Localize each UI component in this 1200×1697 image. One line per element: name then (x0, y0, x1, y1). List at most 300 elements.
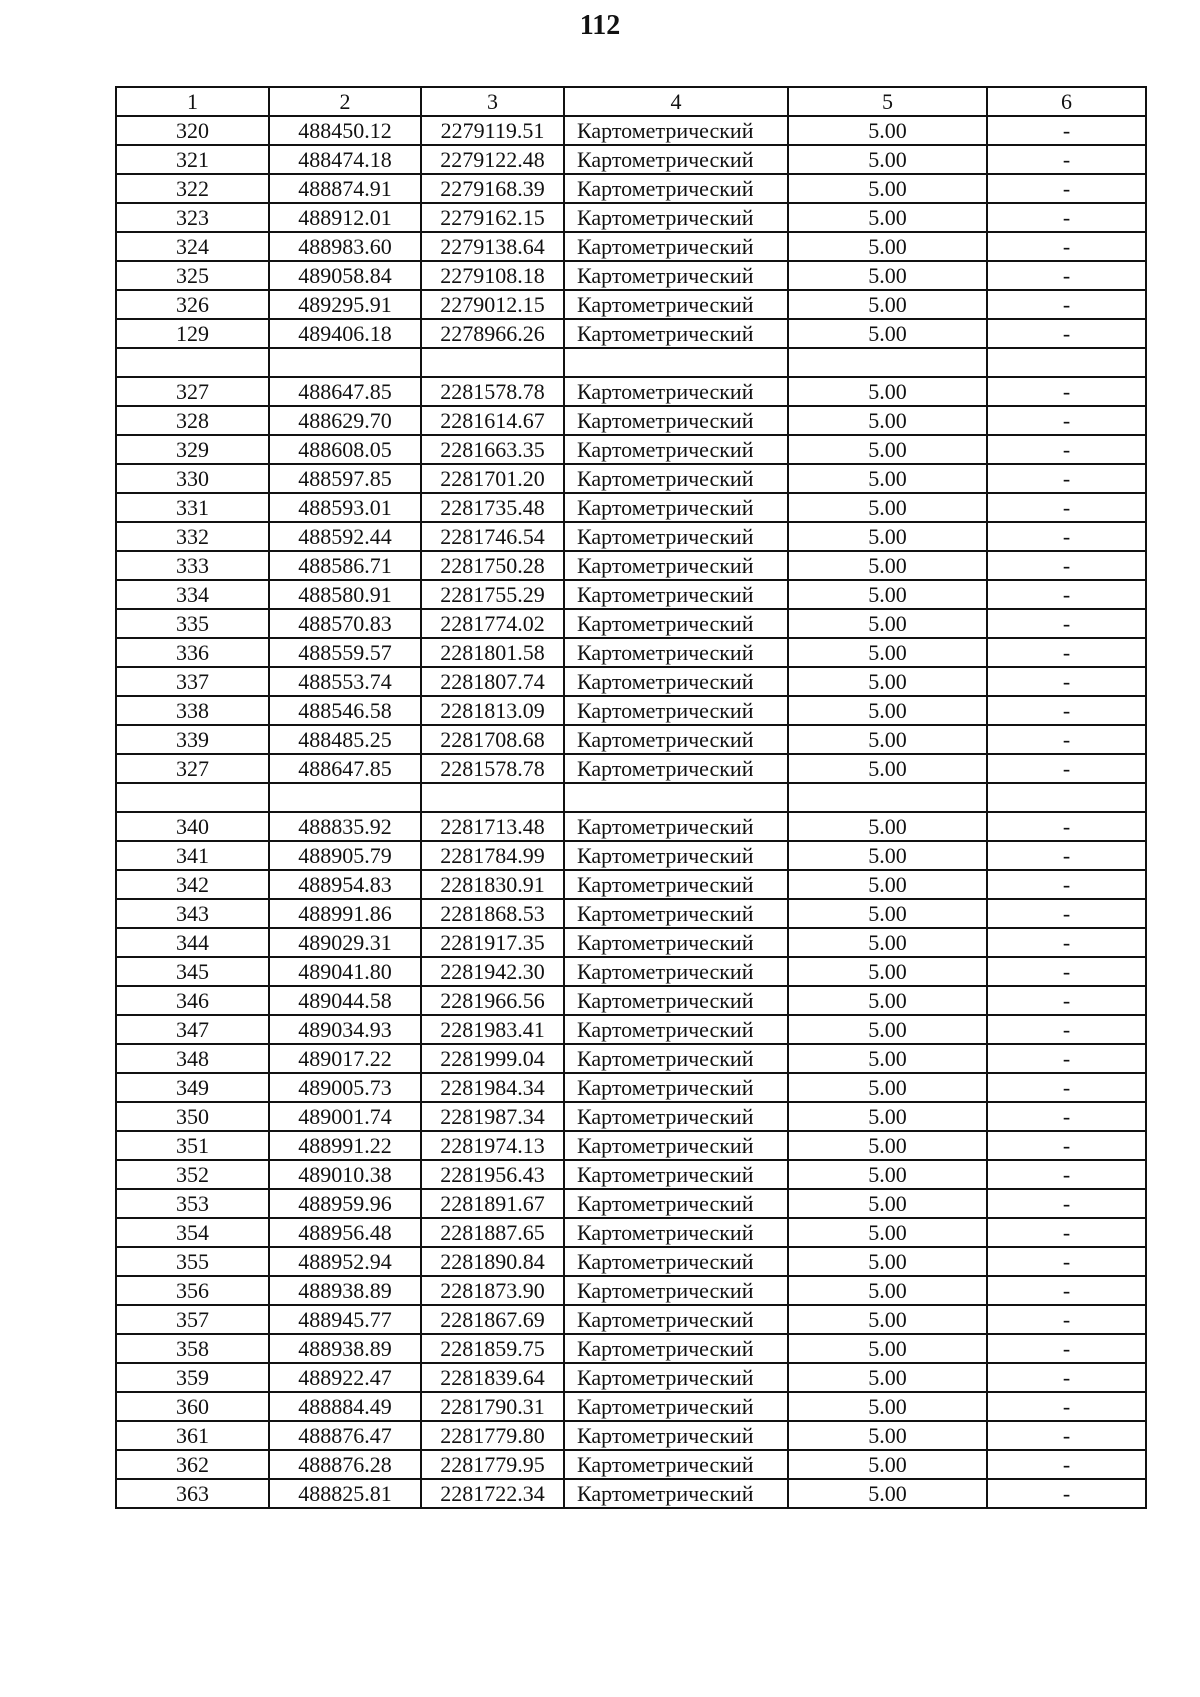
x-coordinate-cell: 488874.91 (269, 174, 421, 203)
accuracy-cell: 5.00 (788, 754, 987, 783)
note-cell: - (987, 986, 1146, 1015)
x-coordinate-cell: 488956.48 (269, 1218, 421, 1247)
table-row (116, 1247, 1146, 1276)
y-coordinate-cell: 2281942.30 (421, 957, 564, 986)
table-row (116, 754, 1146, 783)
accuracy-cell: 5.00 (788, 290, 987, 319)
method-cell: Картометрический (564, 1450, 788, 1479)
x-coordinate-cell: 488629.70 (269, 406, 421, 435)
y-coordinate-cell: 2281873.90 (421, 1276, 564, 1305)
accuracy-cell: 5.00 (788, 1392, 987, 1421)
method-cell: Картометрический (564, 1276, 788, 1305)
note-cell: - (987, 522, 1146, 551)
point-number-cell: 353 (116, 1189, 269, 1218)
x-coordinate-cell: 488938.89 (269, 1334, 421, 1363)
point-number-cell: 346 (116, 986, 269, 1015)
x-coordinate-cell: 488593.01 (269, 493, 421, 522)
accuracy-cell: 5.00 (788, 1247, 987, 1276)
note-cell: - (987, 841, 1146, 870)
method-cell: Картометрический (564, 1073, 788, 1102)
method-cell: Картометрический (564, 116, 788, 145)
y-coordinate-cell: 2281917.35 (421, 928, 564, 957)
accuracy-cell (788, 783, 987, 812)
method-cell: Картометрический (564, 1044, 788, 1073)
point-number-cell: 321 (116, 145, 269, 174)
accuracy-cell: 5.00 (788, 1102, 987, 1131)
x-coordinate-cell: 488597.85 (269, 464, 421, 493)
y-coordinate-cell: 2279168.39 (421, 174, 564, 203)
note-cell: - (987, 1131, 1146, 1160)
x-coordinate-cell: 489010.38 (269, 1160, 421, 1189)
table-row (116, 377, 1146, 406)
table-row (116, 1334, 1146, 1363)
method-cell: Картометрический (564, 696, 788, 725)
table-row (116, 725, 1146, 754)
accuracy-cell: 5.00 (788, 261, 987, 290)
table-row (116, 1131, 1146, 1160)
y-coordinate-cell: 2279012.15 (421, 290, 564, 319)
accuracy-cell: 5.00 (788, 870, 987, 899)
table-row (116, 986, 1146, 1015)
y-coordinate-cell: 2281983.41 (421, 1015, 564, 1044)
method-cell: Картометрический (564, 580, 788, 609)
note-cell: - (987, 1102, 1146, 1131)
note-cell: - (987, 609, 1146, 638)
accuracy-cell: 5.00 (788, 464, 987, 493)
method-cell: Картометрический (564, 145, 788, 174)
point-number-cell: 326 (116, 290, 269, 319)
y-coordinate-cell: 2281774.02 (421, 609, 564, 638)
method-cell: Картометрический (564, 841, 788, 870)
y-coordinate-cell: 2279119.51 (421, 116, 564, 145)
note-cell: - (987, 174, 1146, 203)
accuracy-cell: 5.00 (788, 1305, 987, 1334)
y-coordinate-cell: 2281614.67 (421, 406, 564, 435)
x-coordinate-cell: 488991.86 (269, 899, 421, 928)
method-cell: Картометрический (564, 1160, 788, 1189)
y-coordinate-cell: 2281891.67 (421, 1189, 564, 1218)
y-coordinate-cell: 2281722.34 (421, 1479, 564, 1508)
x-coordinate-cell: 488559.57 (269, 638, 421, 667)
note-cell: - (987, 203, 1146, 232)
point-number-cell: 363 (116, 1479, 269, 1508)
y-coordinate-cell: 2281999.04 (421, 1044, 564, 1073)
method-cell: Картометрический (564, 232, 788, 261)
y-coordinate-cell: 2279162.15 (421, 203, 564, 232)
method-cell: Картометрический (564, 667, 788, 696)
y-coordinate-cell: 2281578.78 (421, 754, 564, 783)
note-cell: - (987, 1073, 1146, 1102)
x-coordinate-cell: 488876.47 (269, 1421, 421, 1450)
table-row (116, 1015, 1146, 1044)
x-coordinate-cell: 488905.79 (269, 841, 421, 870)
method-cell: Картометрический (564, 725, 788, 754)
x-coordinate-cell (269, 348, 421, 377)
accuracy-cell: 5.00 (788, 696, 987, 725)
x-coordinate-cell: 488580.91 (269, 580, 421, 609)
point-number-cell: 328 (116, 406, 269, 435)
x-coordinate-cell: 489034.93 (269, 1015, 421, 1044)
y-coordinate-cell: 2279122.48 (421, 145, 564, 174)
table-row (116, 870, 1146, 899)
y-coordinate-cell: 2281987.34 (421, 1102, 564, 1131)
method-cell: Картометрический (564, 638, 788, 667)
accuracy-cell: 5.00 (788, 580, 987, 609)
method-cell: Картометрический (564, 754, 788, 783)
accuracy-cell: 5.00 (788, 1334, 987, 1363)
point-number-cell: 359 (116, 1363, 269, 1392)
note-cell: - (987, 319, 1146, 348)
x-coordinate-cell: 489058.84 (269, 261, 421, 290)
table-row (116, 899, 1146, 928)
accuracy-cell (788, 348, 987, 377)
accuracy-cell: 5.00 (788, 841, 987, 870)
table-row (116, 290, 1146, 319)
method-cell: Картометрический (564, 203, 788, 232)
y-coordinate-cell: 2281750.28 (421, 551, 564, 580)
accuracy-cell: 5.00 (788, 1073, 987, 1102)
note-cell: - (987, 1160, 1146, 1189)
method-cell (564, 348, 788, 377)
note-cell: - (987, 1189, 1146, 1218)
accuracy-cell: 5.00 (788, 203, 987, 232)
method-cell: Картометрический (564, 812, 788, 841)
page-number: 112 (579, 10, 621, 41)
accuracy-cell: 5.00 (788, 609, 987, 638)
table-row (116, 1392, 1146, 1421)
method-cell: Картометрический (564, 464, 788, 493)
y-coordinate-cell: 2281813.09 (421, 696, 564, 725)
note-cell: - (987, 232, 1146, 261)
table-row (116, 145, 1146, 174)
note-cell: - (987, 870, 1146, 899)
y-coordinate-cell: 2281746.54 (421, 522, 564, 551)
accuracy-cell: 5.00 (788, 1450, 987, 1479)
y-coordinate-cell: 2281663.35 (421, 435, 564, 464)
note-cell: - (987, 638, 1146, 667)
table-header (116, 87, 1146, 116)
accuracy-cell: 5.00 (788, 667, 987, 696)
y-coordinate-cell: 2281755.29 (421, 580, 564, 609)
note-cell: - (987, 812, 1146, 841)
y-coordinate-cell: 2281708.68 (421, 725, 564, 754)
table-row (116, 348, 1146, 377)
accuracy-cell: 5.00 (788, 1131, 987, 1160)
point-number-cell: 327 (116, 754, 269, 783)
x-coordinate-cell: 489044.58 (269, 986, 421, 1015)
method-cell: Картометрический (564, 1102, 788, 1131)
point-number-cell: 325 (116, 261, 269, 290)
table-row (116, 1421, 1146, 1450)
table-row (116, 493, 1146, 522)
note-cell: - (987, 406, 1146, 435)
table-row (116, 841, 1146, 870)
y-coordinate-cell: 2279138.64 (421, 232, 564, 261)
x-coordinate-cell: 488835.92 (269, 812, 421, 841)
accuracy-cell: 5.00 (788, 1044, 987, 1073)
point-number-cell: 349 (116, 1073, 269, 1102)
accuracy-cell: 5.00 (788, 1015, 987, 1044)
note-cell: - (987, 1218, 1146, 1247)
table-row (116, 638, 1146, 667)
table-row (116, 928, 1146, 957)
method-cell: Картометрический (564, 1334, 788, 1363)
method-cell: Картометрический (564, 551, 788, 580)
point-number-cell: 340 (116, 812, 269, 841)
y-coordinate-cell: 2281713.48 (421, 812, 564, 841)
y-coordinate-cell: 2281956.43 (421, 1160, 564, 1189)
point-number-cell: 332 (116, 522, 269, 551)
x-coordinate-cell: 489001.74 (269, 1102, 421, 1131)
point-number-cell: 342 (116, 870, 269, 899)
note-cell: - (987, 377, 1146, 406)
x-coordinate-cell: 488647.85 (269, 377, 421, 406)
point-number-cell: 337 (116, 667, 269, 696)
table-row (116, 1479, 1146, 1508)
table-row (116, 1218, 1146, 1247)
point-number-cell: 361 (116, 1421, 269, 1450)
header-cell-4: 4 (564, 87, 788, 116)
y-coordinate-cell: 2278966.26 (421, 319, 564, 348)
method-cell: Картометрический (564, 1363, 788, 1392)
table-row (116, 1363, 1146, 1392)
accuracy-cell: 5.00 (788, 812, 987, 841)
note-cell: - (987, 1392, 1146, 1421)
x-coordinate-cell: 488922.47 (269, 1363, 421, 1392)
x-coordinate-cell: 488474.18 (269, 145, 421, 174)
note-cell: - (987, 899, 1146, 928)
y-coordinate-cell: 2281784.99 (421, 841, 564, 870)
accuracy-cell: 5.00 (788, 928, 987, 957)
y-coordinate-cell: 2281807.74 (421, 667, 564, 696)
table-row (116, 1102, 1146, 1131)
method-cell: Картометрический (564, 290, 788, 319)
table-row (116, 1450, 1146, 1479)
y-coordinate-cell: 2281735.48 (421, 493, 564, 522)
accuracy-cell: 5.00 (788, 174, 987, 203)
point-number-cell: 341 (116, 841, 269, 870)
accuracy-cell: 5.00 (788, 551, 987, 580)
method-cell: Картометрический (564, 435, 788, 464)
accuracy-cell: 5.00 (788, 145, 987, 174)
x-coordinate-cell (269, 783, 421, 812)
header-cell-3: 3 (421, 87, 564, 116)
method-cell: Картометрический (564, 928, 788, 957)
note-cell: - (987, 1363, 1146, 1392)
point-number-cell: 355 (116, 1247, 269, 1276)
table-row (116, 1160, 1146, 1189)
y-coordinate-cell: 2281839.64 (421, 1363, 564, 1392)
x-coordinate-cell: 488952.94 (269, 1247, 421, 1276)
method-cell: Картометрический (564, 377, 788, 406)
method-cell: Картометрический (564, 261, 788, 290)
accuracy-cell: 5.00 (788, 522, 987, 551)
note-cell: - (987, 1421, 1146, 1450)
note-cell: - (987, 667, 1146, 696)
accuracy-cell: 5.00 (788, 638, 987, 667)
note-cell: - (987, 1305, 1146, 1334)
y-coordinate-cell: 2281801.58 (421, 638, 564, 667)
table-body (116, 116, 1146, 1508)
y-coordinate-cell: 2281830.91 (421, 870, 564, 899)
point-number-cell: 320 (116, 116, 269, 145)
header-cell-2: 2 (269, 87, 421, 116)
method-cell: Картометрический (564, 1421, 788, 1450)
y-coordinate-cell: 2281984.34 (421, 1073, 564, 1102)
x-coordinate-cell: 488570.83 (269, 609, 421, 638)
method-cell: Картометрический (564, 1479, 788, 1508)
y-coordinate-cell (421, 348, 564, 377)
accuracy-cell: 5.00 (788, 1160, 987, 1189)
y-coordinate-cell (421, 783, 564, 812)
accuracy-cell: 5.00 (788, 1421, 987, 1450)
point-number-cell: 352 (116, 1160, 269, 1189)
note-cell: - (987, 145, 1146, 174)
note-cell: - (987, 1247, 1146, 1276)
coordinates-table (115, 86, 1147, 1509)
method-cell: Картометрический (564, 1305, 788, 1334)
table-row (116, 551, 1146, 580)
table-row (116, 812, 1146, 841)
method-cell: Картометрический (564, 1015, 788, 1044)
point-number-cell: 362 (116, 1450, 269, 1479)
x-coordinate-cell: 488983.60 (269, 232, 421, 261)
accuracy-cell: 5.00 (788, 1276, 987, 1305)
point-number-cell: 327 (116, 377, 269, 406)
x-coordinate-cell: 489005.73 (269, 1073, 421, 1102)
method-cell: Картометрический (564, 1131, 788, 1160)
note-cell: - (987, 1276, 1146, 1305)
point-number-cell: 358 (116, 1334, 269, 1363)
note-cell: - (987, 1044, 1146, 1073)
x-coordinate-cell: 488608.05 (269, 435, 421, 464)
header-row (116, 87, 1146, 116)
table-row (116, 696, 1146, 725)
table-row (116, 464, 1146, 493)
point-number-cell: 331 (116, 493, 269, 522)
method-cell: Картометрический (564, 1247, 788, 1276)
method-cell: Картометрический (564, 986, 788, 1015)
note-cell: - (987, 725, 1146, 754)
table-row (116, 174, 1146, 203)
point-number-cell: 335 (116, 609, 269, 638)
table-row (116, 783, 1146, 812)
note-cell: - (987, 957, 1146, 986)
x-coordinate-cell: 488912.01 (269, 203, 421, 232)
x-coordinate-cell: 488954.83 (269, 870, 421, 899)
method-cell: Картометрический (564, 870, 788, 899)
table-row (116, 580, 1146, 609)
y-coordinate-cell: 2281867.69 (421, 1305, 564, 1334)
method-cell: Картометрический (564, 1218, 788, 1247)
note-cell: - (987, 1334, 1146, 1363)
y-coordinate-cell: 2281966.56 (421, 986, 564, 1015)
x-coordinate-cell: 488553.74 (269, 667, 421, 696)
accuracy-cell: 5.00 (788, 116, 987, 145)
x-coordinate-cell: 488938.89 (269, 1276, 421, 1305)
header-cell-1: 1 (116, 87, 269, 116)
point-number-cell: 347 (116, 1015, 269, 1044)
note-cell (987, 783, 1146, 812)
accuracy-cell: 5.00 (788, 406, 987, 435)
note-cell: - (987, 551, 1146, 580)
point-number-cell: 329 (116, 435, 269, 464)
point-number-cell: 344 (116, 928, 269, 957)
table-row (116, 232, 1146, 261)
x-coordinate-cell: 489295.91 (269, 290, 421, 319)
accuracy-cell: 5.00 (788, 319, 987, 348)
table-row (116, 261, 1146, 290)
accuracy-cell: 5.00 (788, 493, 987, 522)
note-cell: - (987, 580, 1146, 609)
header-cell-5: 5 (788, 87, 987, 116)
x-coordinate-cell: 488647.85 (269, 754, 421, 783)
point-number-cell: 343 (116, 899, 269, 928)
y-coordinate-cell: 2281974.13 (421, 1131, 564, 1160)
method-cell: Картометрический (564, 1189, 788, 1218)
accuracy-cell: 5.00 (788, 1479, 987, 1508)
method-cell: Картометрический (564, 174, 788, 203)
method-cell: Картометрический (564, 522, 788, 551)
table-row (116, 1189, 1146, 1218)
accuracy-cell: 5.00 (788, 957, 987, 986)
table-row (116, 667, 1146, 696)
accuracy-cell: 5.00 (788, 1363, 987, 1392)
table-row (116, 957, 1146, 986)
table-row (116, 116, 1146, 145)
point-number-cell: 351 (116, 1131, 269, 1160)
x-coordinate-cell: 488586.71 (269, 551, 421, 580)
point-number-cell: 323 (116, 203, 269, 232)
note-cell: - (987, 116, 1146, 145)
x-coordinate-cell: 488825.81 (269, 1479, 421, 1508)
point-number-cell: 356 (116, 1276, 269, 1305)
table-row (116, 522, 1146, 551)
note-cell: - (987, 290, 1146, 319)
accuracy-cell: 5.00 (788, 725, 987, 754)
note-cell: - (987, 435, 1146, 464)
table-row (116, 319, 1146, 348)
x-coordinate-cell: 488945.77 (269, 1305, 421, 1334)
note-cell: - (987, 1015, 1146, 1044)
note-cell: - (987, 928, 1146, 957)
point-number-cell: 354 (116, 1218, 269, 1247)
method-cell: Картометрический (564, 493, 788, 522)
point-number-cell: 330 (116, 464, 269, 493)
note-cell: - (987, 464, 1146, 493)
table-row (116, 1044, 1146, 1073)
method-cell (564, 783, 788, 812)
method-cell: Картометрический (564, 609, 788, 638)
accuracy-cell: 5.00 (788, 986, 987, 1015)
point-number-cell: 336 (116, 638, 269, 667)
method-cell: Картометрический (564, 319, 788, 348)
x-coordinate-cell: 489017.22 (269, 1044, 421, 1073)
point-number-cell: 129 (116, 319, 269, 348)
table-row (116, 609, 1146, 638)
header-cell-6: 6 (987, 87, 1146, 116)
table-row (116, 435, 1146, 464)
point-number-cell (116, 783, 269, 812)
x-coordinate-cell: 488876.28 (269, 1450, 421, 1479)
point-number-cell: 350 (116, 1102, 269, 1131)
note-cell: - (987, 1450, 1146, 1479)
x-coordinate-cell: 488959.96 (269, 1189, 421, 1218)
y-coordinate-cell: 2281578.78 (421, 377, 564, 406)
y-coordinate-cell: 2281887.65 (421, 1218, 564, 1247)
table-row (116, 1276, 1146, 1305)
x-coordinate-cell: 488884.49 (269, 1392, 421, 1421)
